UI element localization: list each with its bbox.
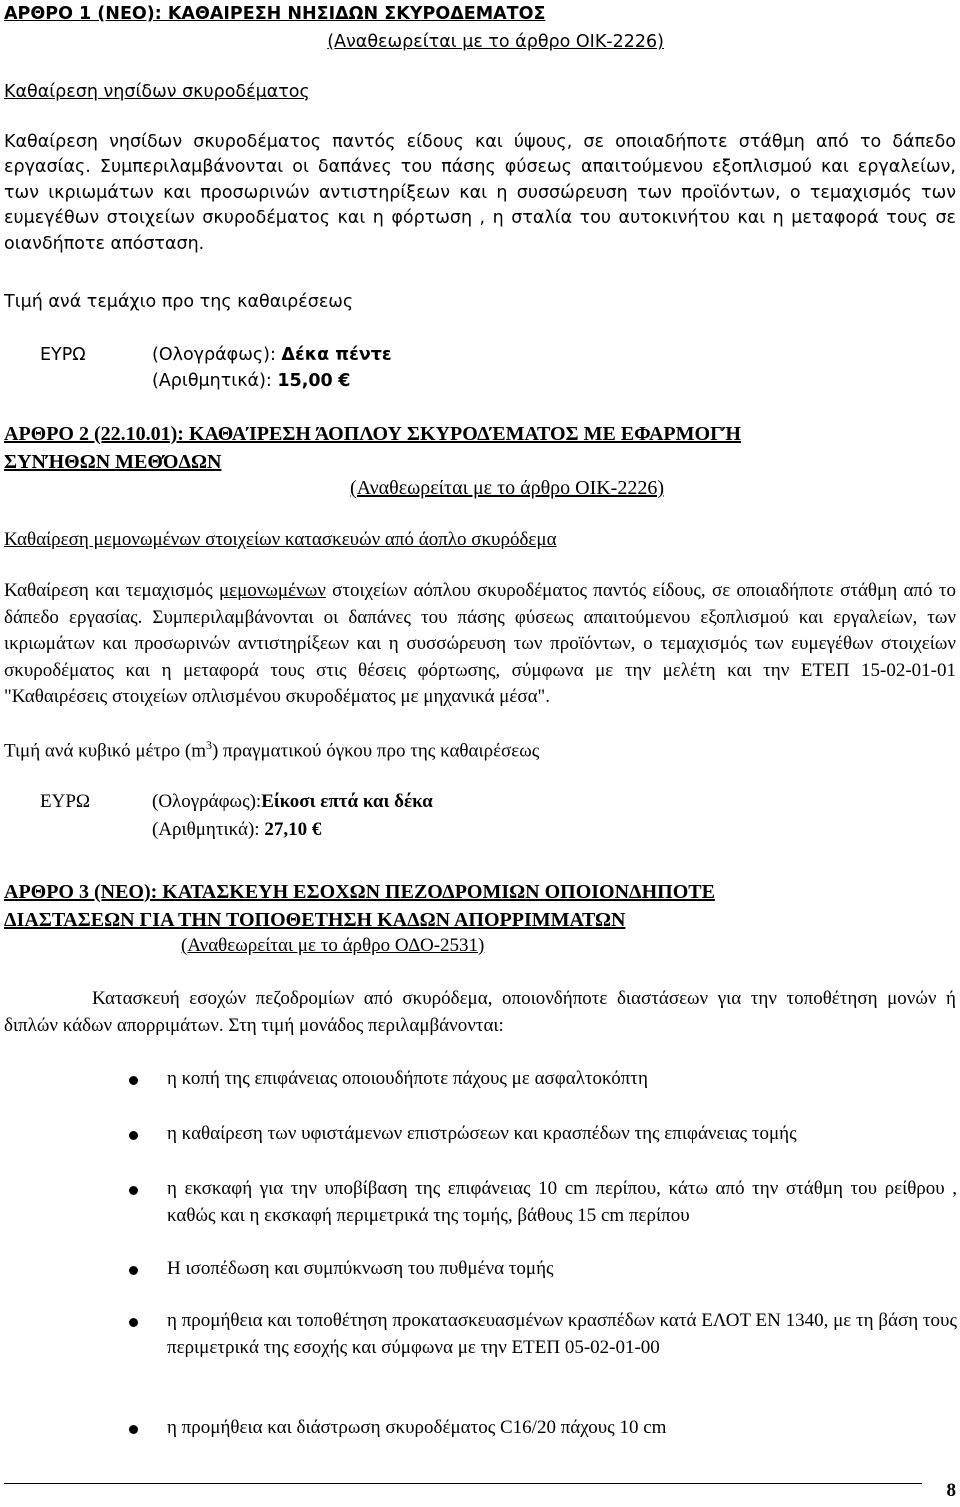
currency-label: ΕΥΡΩ bbox=[40, 791, 91, 812]
bullet-icon bbox=[129, 1425, 138, 1434]
bullet-icon bbox=[129, 1186, 138, 1195]
article-3-body: Κατασκευή εσοχών πεζοδρομίων από σκυρόδεμα, οποιονδήποτε διαστάσεων για την τοποθέτηση μονών ή διπλών κάδων απορριμάτων. Στη τιμή μονάδος περιλαμβάνονται: bbox=[4, 988, 956, 1036]
bullet-icon bbox=[129, 1076, 138, 1085]
article-2-unit-price: Τιμή ανά κυβικό μέτρο $(m^3)$ πραγματικού όγκου προ της καθαιρέσεως bbox=[4, 738, 540, 762]
article-1-unit-price: Τιμή ανά τεμάχιο προ της καθαιρέσεως bbox=[4, 292, 354, 312]
article-2-body: Καθαίρεση και τεμαχισμός μεμονωμένων στοιχείων αόπλου σκυροδέματος παντός είδους, σε οποιαδήποτε στάθμη από το δάπεδο εργασίας. Συμπεριλαμβάνονται οι δαπάνες του πάσης φύσεως απαιτούμενου εξοπλισμού και εργαλείων, των ικριωμάτων και προσωρινών αντιστηρίξεων και η συσσώρευση των προϊόντων, ο τεμαχισμός των ευμεγέθων στοιχείων σκυροδέματος και η μεταφορά τους στις θέσεις φόρτωσης, σύμφωνα με την μελέτη και την ΕΤΕΠ 15-02-01-01 "Καθαιρέσεις στοιχείων οπλισμένου σκυροδέματος με μηχανικά μέσα". bbox=[4, 580, 956, 708]
bullet-icon bbox=[129, 1131, 138, 1140]
price-in-words: (Ολογράφως): Δέκα πέντε bbox=[152, 345, 392, 365]
price-in-numbers: (Αριθμητικά): 15,00 € bbox=[152, 371, 351, 392]
page-number: 8 bbox=[946, 1480, 956, 1501]
euro-icon: € bbox=[338, 371, 351, 392]
currency-label: ΕΥΡΩ bbox=[40, 345, 86, 365]
price-in-words: (Ολογράφως):Είκοσι επτά και δέκα bbox=[152, 791, 433, 812]
article-3-revision: (Αναθεωρείται με το άρθρο ΟΔΟ-2531) bbox=[181, 935, 485, 956]
article-3-title: ΑΡΘΡΟ 3 (ΝΕΟ): ΚΑΤΑΣΚΕΥΗ ΕΣΟΧΩΝ ΠΕΖΟΔΡΟΜΙΩΝ ΟΠΟΙΟΝΔΗΠΟΤΕ ΔΙΑΣΤΑΣΕΩΝ ΓΙΑ ΤΗΝ ΤΟΠΟΘΕΤΗΣΗ ΚΑΔΩΝ ΑΠΟΡΡΙΜΜΑΤΩΝ bbox=[4, 881, 715, 931]
article-2-subtitle: Καθαίρεση μεμονωμένων στοιχείων κατασκευών από άοπλο σκυρόδεμα bbox=[4, 529, 557, 550]
article-1-revision: (Αναθεωρείται με το άρθρο ΟΙΚ-2226) bbox=[327, 32, 664, 52]
bullet-icon bbox=[129, 1318, 138, 1327]
article-2-title: ΑΡΘΡΟ 2 (22.10.01): ΚΑΘΑΊΡΕΣΗ ΆΟΠΛΟΥ ΣΚΥΡΟΔΈΜΑΤΟΣ ΜΕ ΕΦΑΡΜΟΓΉ ΣΥΝΉΘΩΝ ΜΕΘΌΔΩΝ bbox=[4, 423, 741, 473]
footer-divider bbox=[4, 1483, 922, 1484]
euro-icon: € bbox=[311, 818, 322, 840]
price-in-numbers: (Αριθμητικά): 27,10 € bbox=[152, 818, 322, 840]
article-1-subtitle: Καθαίρεση νησίδων σκυροδέματος bbox=[4, 82, 310, 102]
article-1-body: Καθαίρεση νησίδων σκυροδέματος παντός είδους και ύψους, σε οποιαδήποτε στάθμη από το δάπεδο εργασίας. Συμπεριλαμβάνονται οι δαπάνες του πάσης φύσεως απαιτούμενου εξοπλισμού και εργαλείων, των ικριωμάτων και προσωρινών αντιστηρίξεων και η συσσώρευση των προϊόντων, ο τεμαχισμός των ευμεγέθων στοιχείων σκυροδέματος και η φόρτωση , η σταλία του αυτοκινήτου και η μεταφορά τους σε οιανδήποτε απόσταση. bbox=[4, 132, 956, 254]
article-1-title: ΑΡΘΡΟ 1 (ΝΕΟ): ΚΑΘΑΙΡΕΣΗ ΝΗΣΙΔΩΝ ΣΚΥΡΟΔΕΜΑΤΟΣ bbox=[4, 4, 546, 24]
article-2-revision: (Αναθεωρείται με το άρθρο ΟΙΚ-2226) bbox=[350, 477, 664, 499]
bullet-icon bbox=[129, 1266, 138, 1275]
